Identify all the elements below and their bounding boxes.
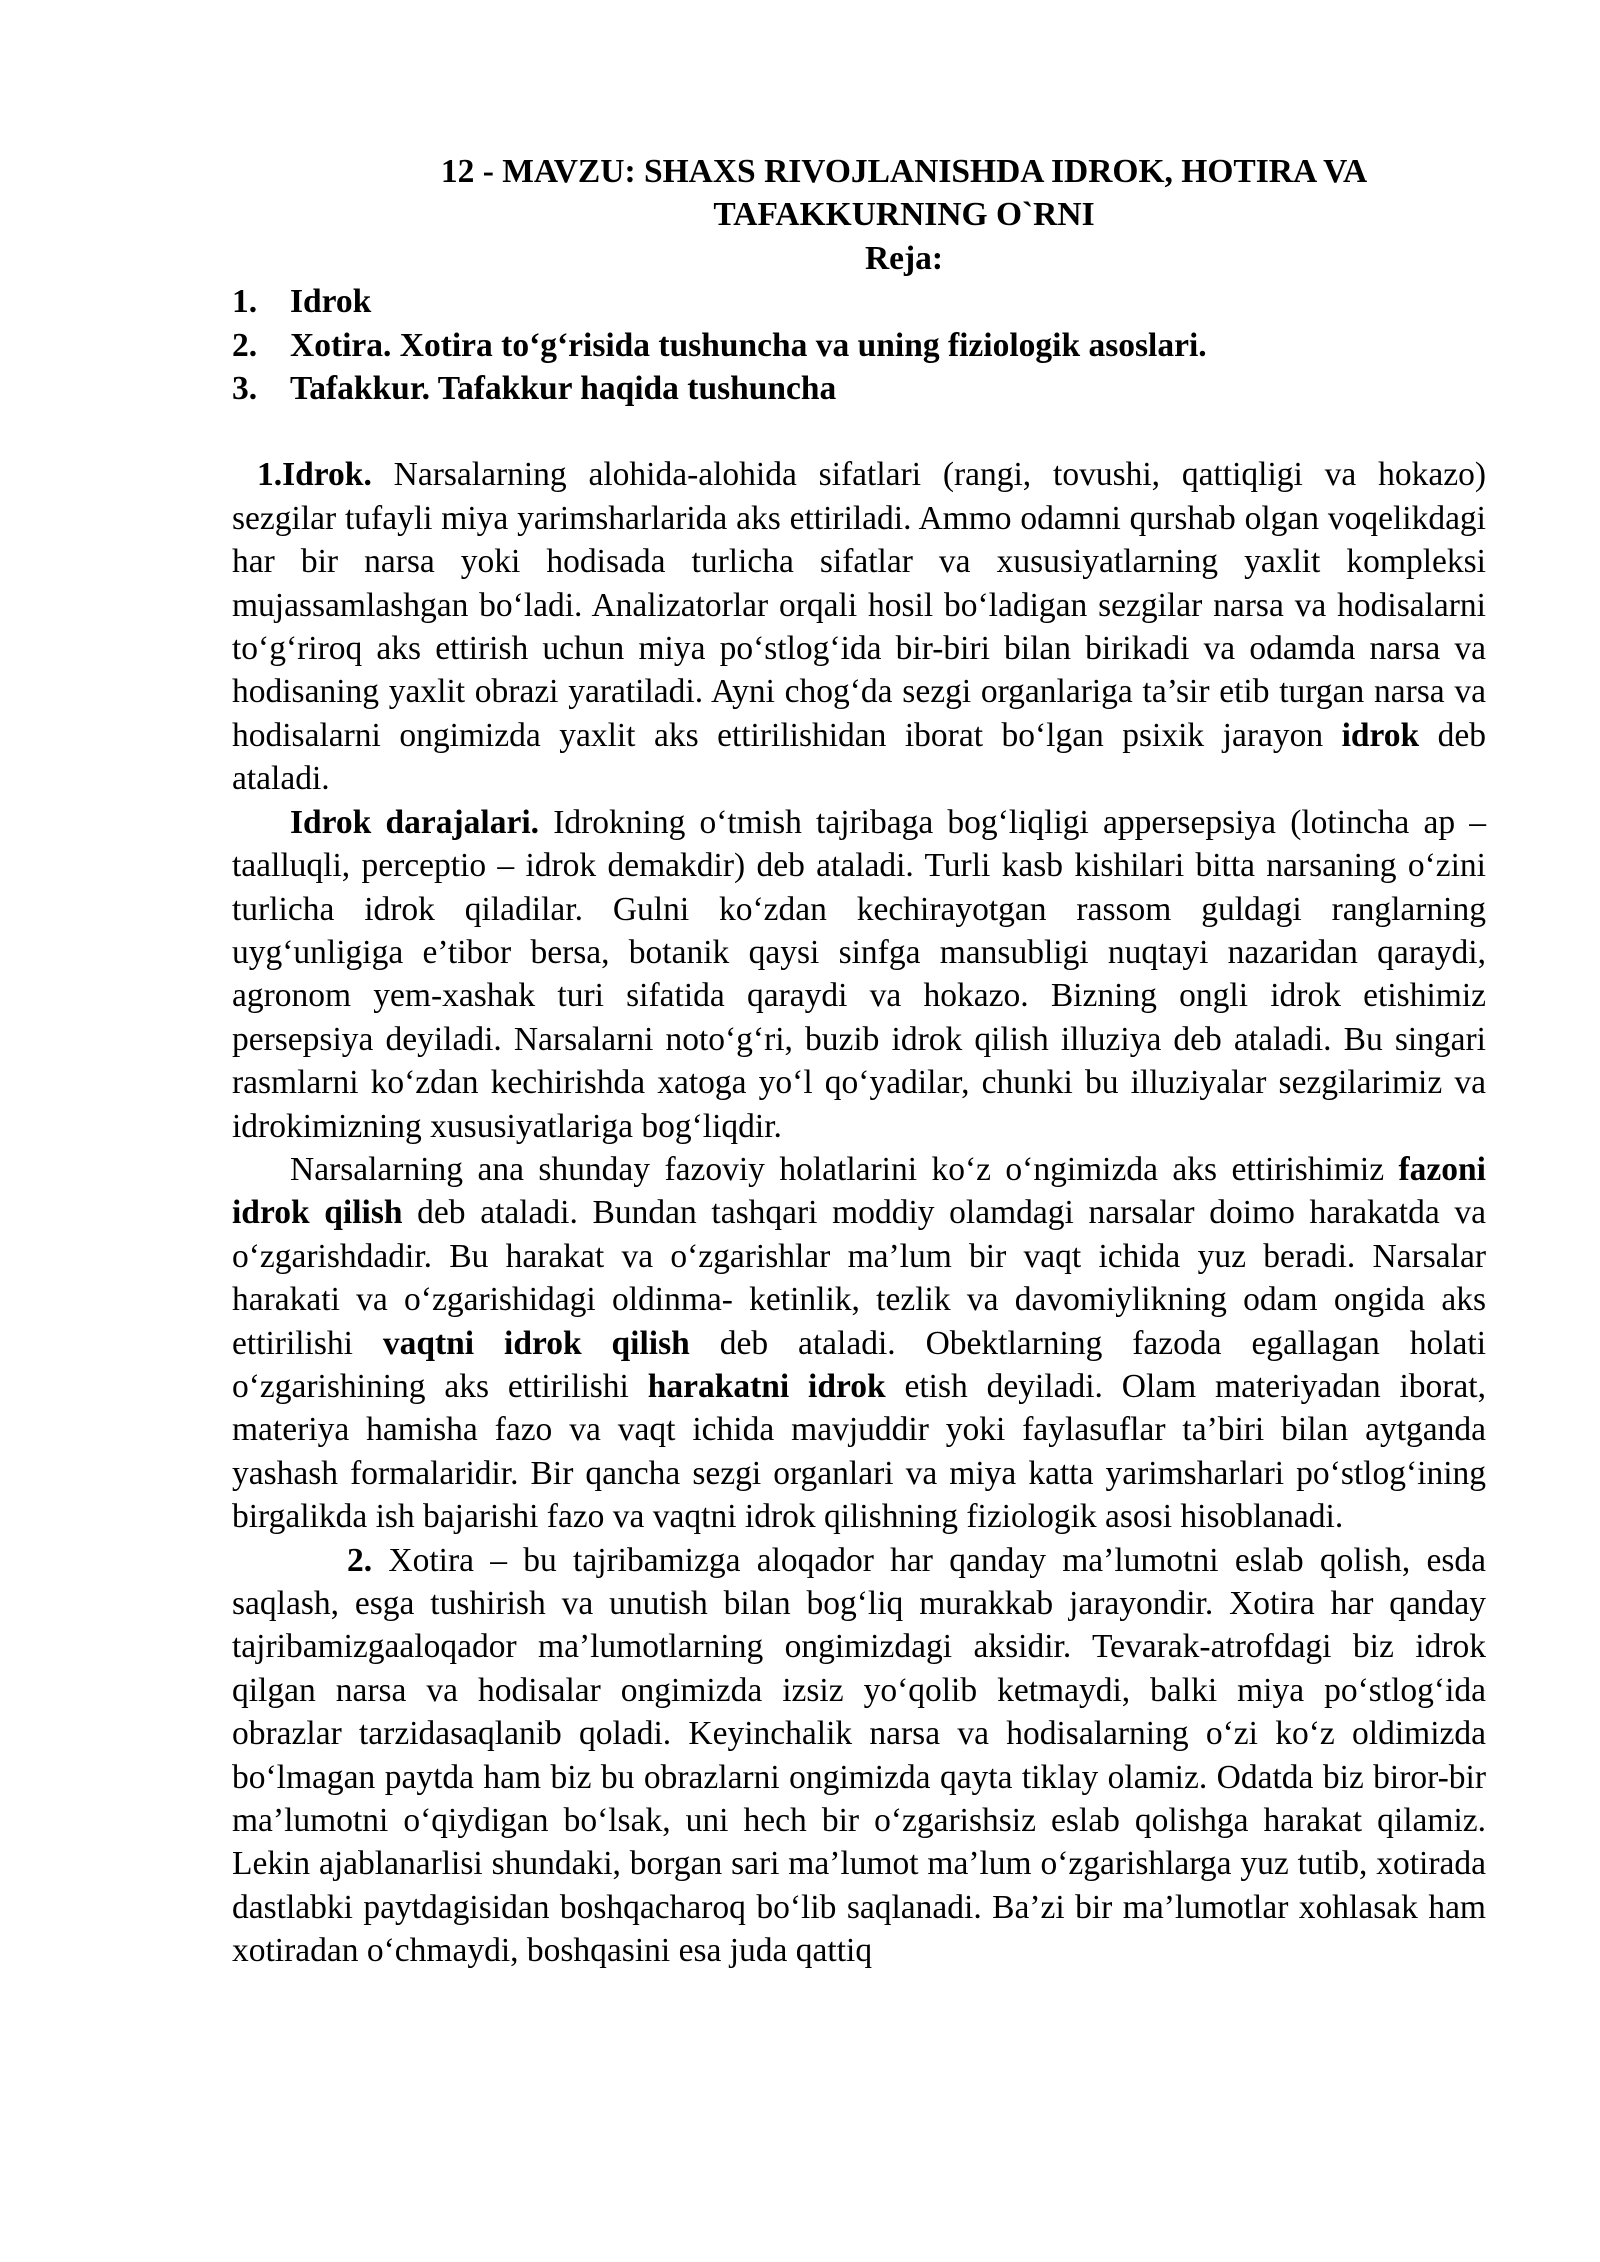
page-title xyxy=(232,150,1486,237)
plan-item-number: 2. xyxy=(232,326,258,364)
paragraph-text: deb ataladi. Bundan tashqari moddiy olamdagi narsalar doimo harakatda va o‘zgarishdadir. Bu harakat va o‘zgarishlar ma’lum bir vaqt ichida yuz beradi. Narsalar harakati va o‘zgarishidagi oldinma- ketinlik, tezlik va davomiylikning odam ongida aks ettirilishi xyxy=(232,1194,1486,1362)
plan-item xyxy=(232,280,1486,323)
paragraph-text: deb ataladi. xyxy=(232,716,1486,798)
paragraph-text: Narsalarning alohida-alohida sifatlari (rangi, tovushi, qattiqligi va hokazo) sezgilar tufayli miya yarimsharlarida aks ettiriladi. Ammo odamni qurshab olgan voqelikdagi har bir narsa yoki hodisada turlicha sifatlar va xususiyatlarning yaxlit kompleksi mujassamlashgan bo‘ladi. Analizatorlar orqali hosil bo‘ladigan sezgilar narsa va hodisalarni to‘g‘riroq aks ettirish uchun miya po‘stlog‘ida bir-biri bilan birikadi va odamda narsa va hodisaning yaxlit obrazi yaratiladi. Ayni chog‘da sezgi organlariga ta’sir etib turgan narsa va hodisalarni ongimizda yaxlit aks ettirilishidan iborat bo‘lgan psixik jarayon xyxy=(232,456,1486,754)
plan-item xyxy=(232,367,1486,410)
paragraph-fazoviy xyxy=(232,1148,1486,1539)
paragraph-text: deb ataladi. Obektlarning fazoda egallagan holati o‘zgarishining aks ettirilishi xyxy=(232,1324,1486,1405)
plan-item-number: 1. xyxy=(232,283,258,321)
plan-item xyxy=(232,324,1486,367)
bold-term: fazoni idrok qilish xyxy=(232,1150,1486,1232)
paragraph-idrok xyxy=(232,453,1486,800)
paragraph-lead: 2. xyxy=(347,1541,373,1579)
plan-list xyxy=(232,280,1486,410)
bold-term: idrok xyxy=(1341,716,1420,754)
paragraph-lead: Idrok darajalari. xyxy=(290,803,540,841)
paragraph-idrok-darajalari xyxy=(232,801,1486,1148)
title-line-2: TAFAKKURNING O`RNI xyxy=(713,196,1095,234)
bold-term: harakatni idrok xyxy=(647,1367,886,1405)
plan-item-text: Xotira. Xotira to‘g‘risida tushuncha va uning fiziologik asoslari. xyxy=(290,326,1207,364)
plan-item-number: 3. xyxy=(232,370,258,408)
title-line-1: 12 - MAVZU: SHAXS RIVOJLANISHDA IDROK, HOTIRA VA xyxy=(440,153,1368,190)
document-page xyxy=(232,150,1486,1973)
paragraph-text: Idrokning o‘tmish tajribaga bog‘liqligi appersepsiya (lotincha ap – taalluqli, perceptio – idrok demakdir) deb ataladi. Turli kasb kishilari bitta narsaning o‘zini turlicha idrok qiladilar. Gulni ko‘zdan kechirayotgan rassom guldagi ranglarning uyg‘unligiga e’tibor bersa, botanik qaysi sinfga mansubligi nuqtayi nazaridan qaraydi, agronom yem-xashak turi sifatida qaraydi va hokazo. Bizning ongli idrok etishimiz persepsiya deyiladi. Narsalarni noto‘g‘ri, buzib idrok qilish illuziya deb ataladi. Bu singari rasmlarni ko‘zdan kechirishda xatoga yo‘l qo‘yadilar, chunki bu illuziyalar sezgilarimiz va idrokimizning xususiyatlariga bog‘liqdir. xyxy=(232,803,1487,1145)
paragraph-lead: 1.Idrok. xyxy=(257,456,372,494)
plan-item-text: Tafakkur. Tafakkur haqida tushuncha xyxy=(290,370,837,408)
paragraph-text: Xotira – bu tajribamizga aloqador har qanday ma’lumotni eslab qolish, esda saqlash, esga tushirish va unutish bilan bog‘liq murakkab jarayondir. Xotira har qanday tajribamizgaaloqador ma’lumotlarning ongimizdagi aksidir. Tevarak-atrofdagi biz idrok qilgan narsa va hodisalar ongimizda izsiz yo‘qolib ketmaydi, balki miya po‘stlog‘ida obrazlar tarzidasaqlanib qoladi. Keyinchalik narsa va hodisalarning o‘zi ko‘z oldimizda bo‘lmagan paytda ham biz bu obrazlarni ongimizda qayta tiklay olamiz. Odatda biz biror-bir ma’lumotni o‘qiydigan bo‘lsak, uni hech bir o‘zgarishsiz eslab qolishga harakat qilamiz. Lekin ajablanarlisi shundaki, borgan sari ma’lumot ma’lum o‘zgarishlarga yuz tutib, xotirada dastlabki paytdagisidan boshqacharoq bo‘lib saqlanadi. Ba’zi bir ma’lumotlar xohlasak ham xotiradan o‘chmaydi, boshqasini esa juda qattiq xyxy=(232,1541,1486,1970)
paragraph-xotira xyxy=(232,1539,1486,1973)
paragraph-text: etish deyiladi. Olam materiyadan iborat, materiya hamisha fazo va vaqt ichida mavjuddir yoki faylasuflar ta’biri bilan aytganda yashash formalaridir. Bir qancha sezgi organlari va miya katta yarimsharlari po‘stlog‘ining birgalikda ish bajarishi fazo va vaqtni idrok qilishning fiziologik asosi hisoblanadi. xyxy=(232,1367,1486,1536)
plan-heading: Reja: xyxy=(864,239,944,277)
plan-item-text: Idrok xyxy=(290,283,372,321)
paragraph-text: Narsalarning ana shunday fazoviy holatlarini ko‘z o‘ngimizda aks ettirishimiz xyxy=(290,1150,1399,1188)
bold-term: vaqtni idrok qilish xyxy=(382,1324,690,1362)
